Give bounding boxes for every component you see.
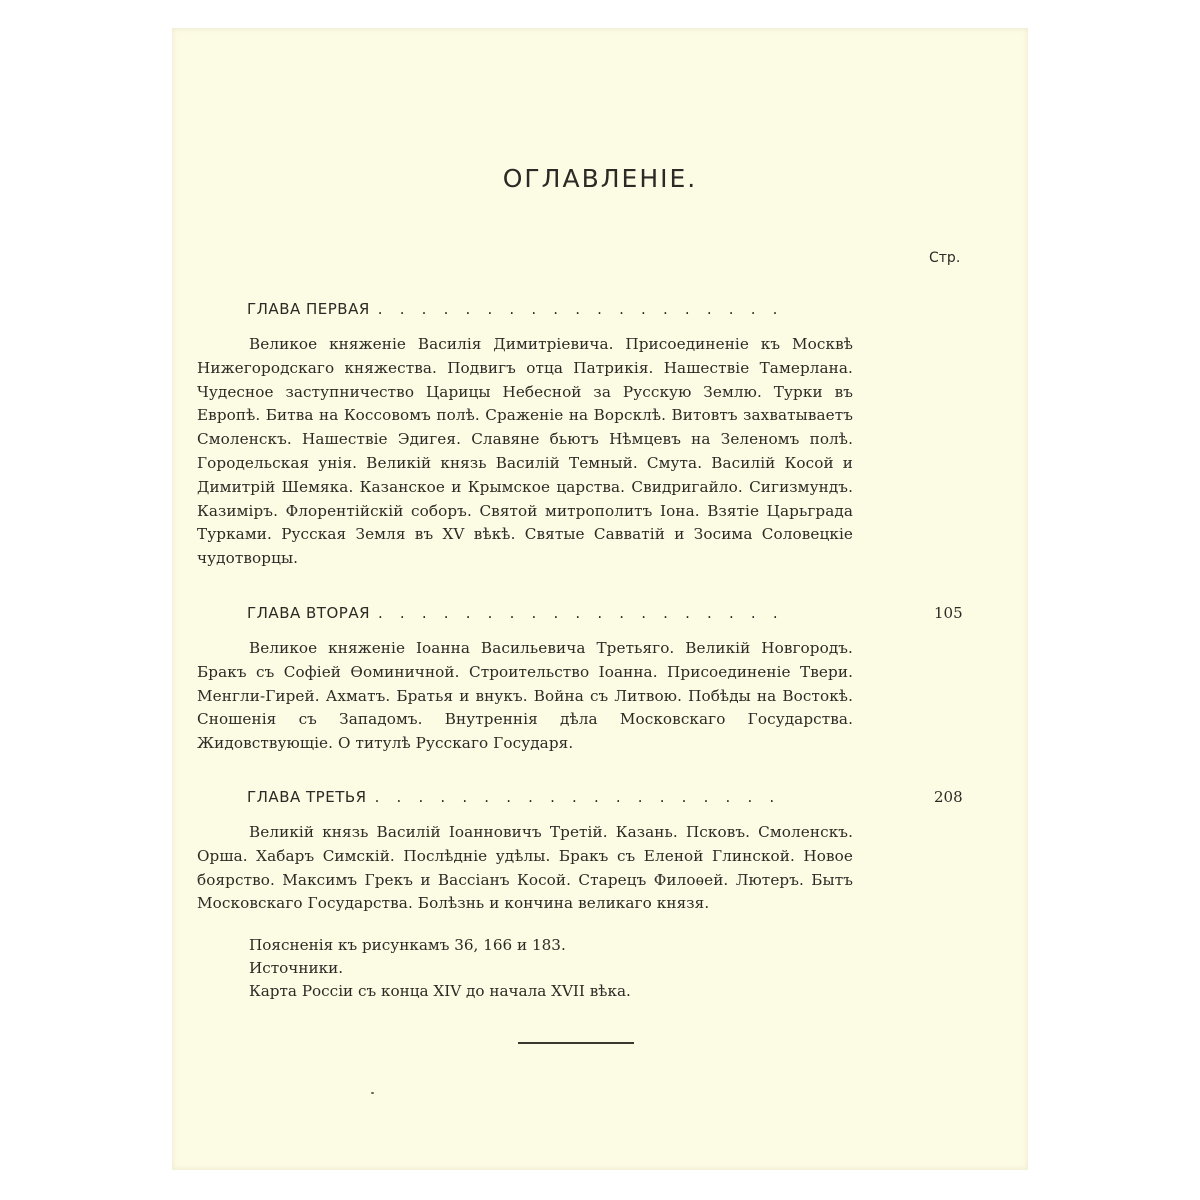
chapter-heading xyxy=(247,300,857,324)
leader-dots: . . . . . . . . . . . . . . . . . . . xyxy=(374,788,781,806)
toc-extras xyxy=(249,934,631,1004)
chapter-page-number: 105 xyxy=(934,604,963,622)
page-column-label: Стр. xyxy=(929,250,961,266)
chapter-heading-text: ГЛАВА ТРЕТЬЯ xyxy=(247,788,367,806)
chapter-heading-text: ГЛАВА ВТОРАЯ xyxy=(247,604,370,622)
chapter-heading-text: ГЛАВА ПЕРВАЯ xyxy=(247,300,370,318)
chapter-summary: Великій князь Василій Іоанновичъ Третій. Казань. Псковъ. Смоленскъ. Орша. Хабаръ Симскій. Послѣдніе удѣлы. Бракъ съ Еленой Глинской. Новое боярство. Максимъ Грекъ и Вассіанъ Косой. Старецъ Филоѳей. Лютеръ. Бытъ Московскаго Государства. Болѣзнь и кончина великаго князя. xyxy=(197,823,853,913)
chapter-summary: Великое княженіе Іоанна Васильевича Третьяго. Великій Новгородъ. Бракъ съ Софіей Ѳоминичной. Строительство Іоанна. Присоединеніе Твери. Менгли-Гирей. Ахматъ. Братья и внукъ. Война съ Литвою. Побѣды на Востокѣ. Сношенія съ Западомъ. Внутреннія дѣла Московскаго Государства. Жидовствующіе. О титулѣ Русскаго Государя. xyxy=(197,639,853,753)
page-title: ОГЛАВЛЕНІЕ. xyxy=(502,164,698,193)
leader-dots: . . . . . . . . . . . . . . . . . . . xyxy=(378,604,784,622)
chapter-heading xyxy=(247,604,857,628)
extras-item-illustrations: Поясненія къ рисункамъ 36, 166 и 183. xyxy=(249,936,566,954)
extras-item-map: Карта Россіи съ конца XIV до начала XVII вѣка. xyxy=(249,982,631,1001)
paper-speck xyxy=(371,1092,374,1094)
chapter-heading xyxy=(247,788,857,812)
book-page xyxy=(172,28,1028,1170)
chapter-page-number: 208 xyxy=(934,788,963,806)
end-rule-divider xyxy=(518,1042,634,1044)
leader-dots: . . . . . . . . . . . . . . . . . . . xyxy=(377,300,784,318)
chapter-summary: Великое княженіе Василія Димитріевича. Присоединеніе къ Москвѣ Нижегородскаго княжества. Подвигъ отца Патрикія. Нашествіе Тамерлана. Чудесное заступничество Царицы Небесной за Русскую Землю. Турки въ Европѣ. Битва на Коссовомъ полѣ. Сраженіе на Ворсклѣ. Витовтъ захватываетъ Смоленскъ. Нашествіе Эдигея. Славяне бьютъ Нѣмцевъ на Зеленомъ полѣ. Городельская унія. Великій князь Василій Темный. Смута. Василій Косой и Димитрій Шемяка. Казанское и Крымское царства. Свидригайло. Сигизмундъ. Казиміръ. Флорентійскій соборъ. Святой митрополитъ Іона. Взятіе Царьграда Турками. Русская Земля въ XV вѣкѣ. Святые Савватій и Зосима Соловецкіе чудотворцы. xyxy=(197,335,853,568)
extras-item-sources: Источники. xyxy=(249,959,344,978)
